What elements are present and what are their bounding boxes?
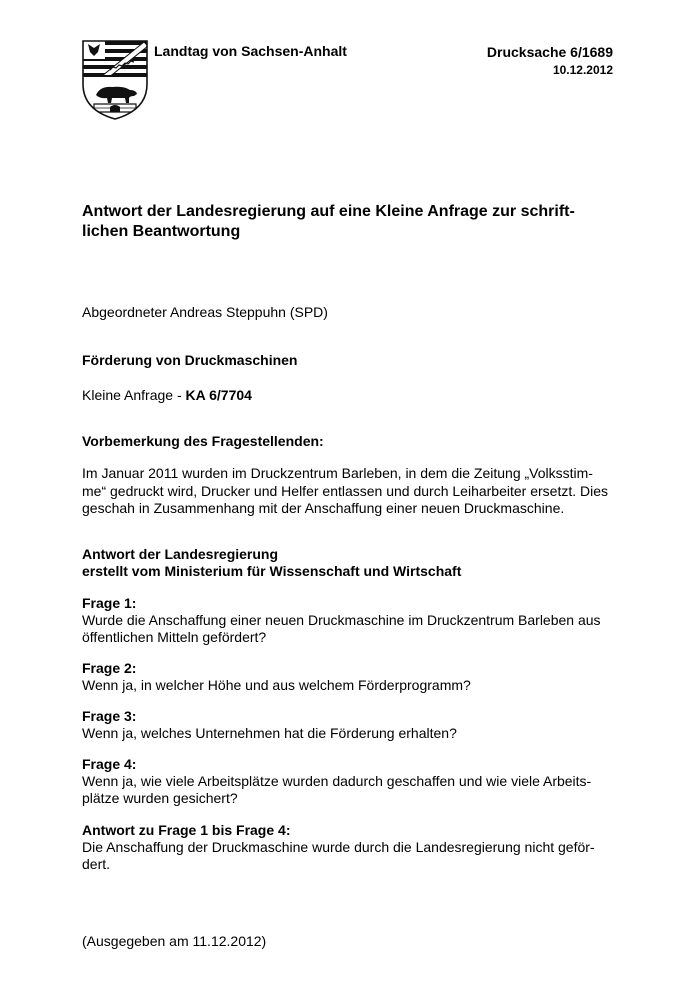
frage-text: öffentlichen Mitteln gefördert?	[82, 629, 267, 645]
anfrage-reference	[82, 386, 618, 404]
subject-heading: Förderung von Druckmaschinen	[82, 352, 298, 368]
title-line: Antwort der Landesregierung auf eine Kleine Anfrage zur schrift-	[82, 203, 575, 220]
frage-label: Frage 4:	[82, 756, 137, 772]
frage-text: Wurde die Anschaffung einer neuen Druckmaschine im Druckzentrum Barleben aus	[82, 612, 601, 628]
antwort-label: Antwort zu Frage 1 bis Frage 4:	[82, 822, 291, 838]
antwort-text: dert.	[82, 856, 111, 872]
antwort-text: Die Anschaffung der Druckmaschine wurde durch die Landesregierung nicht geför-	[82, 839, 595, 855]
document-date: 10.12.2012	[552, 63, 613, 77]
frage-text: Wenn ja, in welcher Höhe und aus welchem Förderprogramm?	[82, 677, 471, 693]
document-number: Drucksache 6/1689	[486, 44, 613, 60]
antwort	[82, 822, 618, 873]
antwort-heading-line: Antwort der Landesregierung	[82, 546, 279, 562]
title-line: lichen Beantwortung	[82, 223, 241, 240]
document-title	[82, 202, 618, 242]
frage-4	[82, 756, 618, 807]
frage-text: plätze wurden gesichert?	[82, 790, 238, 806]
frage-label: Frage 3:	[82, 708, 137, 724]
parliament-name: Landtag von Sachsen-Anhalt	[154, 43, 347, 59]
anfrage-number: KA 6/7704	[185, 387, 252, 403]
frage-2	[82, 660, 618, 694]
frage-label: Frage 2:	[82, 660, 137, 676]
coat-of-arms-icon	[82, 40, 148, 120]
vorbemerkung-heading: Vorbemerkung des Fragestellenden:	[82, 433, 324, 449]
text-line: geschah in Zusammenhang mit der Anschaffung einer neuen Druckmaschine.	[82, 500, 565, 516]
frage-text: Wenn ja, welches Unternehmen hat die Förderung erhalten?	[82, 725, 457, 741]
frage-label: Frage 1:	[82, 595, 137, 611]
frage-text: Wenn ja, wie viele Arbeitsplätze wurden dadurch geschaffen und wie viele Arbeits-	[82, 773, 592, 789]
frage-3	[82, 708, 618, 742]
antwort-heading	[82, 546, 618, 580]
antwort-heading-line: erstellt vom Ministerium für Wissenschaft und Wirtschaft	[82, 563, 462, 579]
issued-date: (Ausgegeben am 11.12.2012)	[82, 933, 267, 949]
frage-1	[82, 595, 618, 646]
author: Abgeordneter Andreas Steppuhn (SPD)	[82, 304, 328, 320]
text-line: me“ gedruckt wird, Drucker und Helfer entlassen und durch Leiharbeiter ersetzt. Dies	[82, 482, 609, 499]
text-line: Im Januar 2011 wurden im Druckzentrum Barleben, in dem die Zeitung „Volksstim-	[82, 465, 593, 481]
anfrage-prefix: Kleine Anfrage -	[82, 387, 186, 403]
vorbemerkung-text	[82, 465, 618, 518]
